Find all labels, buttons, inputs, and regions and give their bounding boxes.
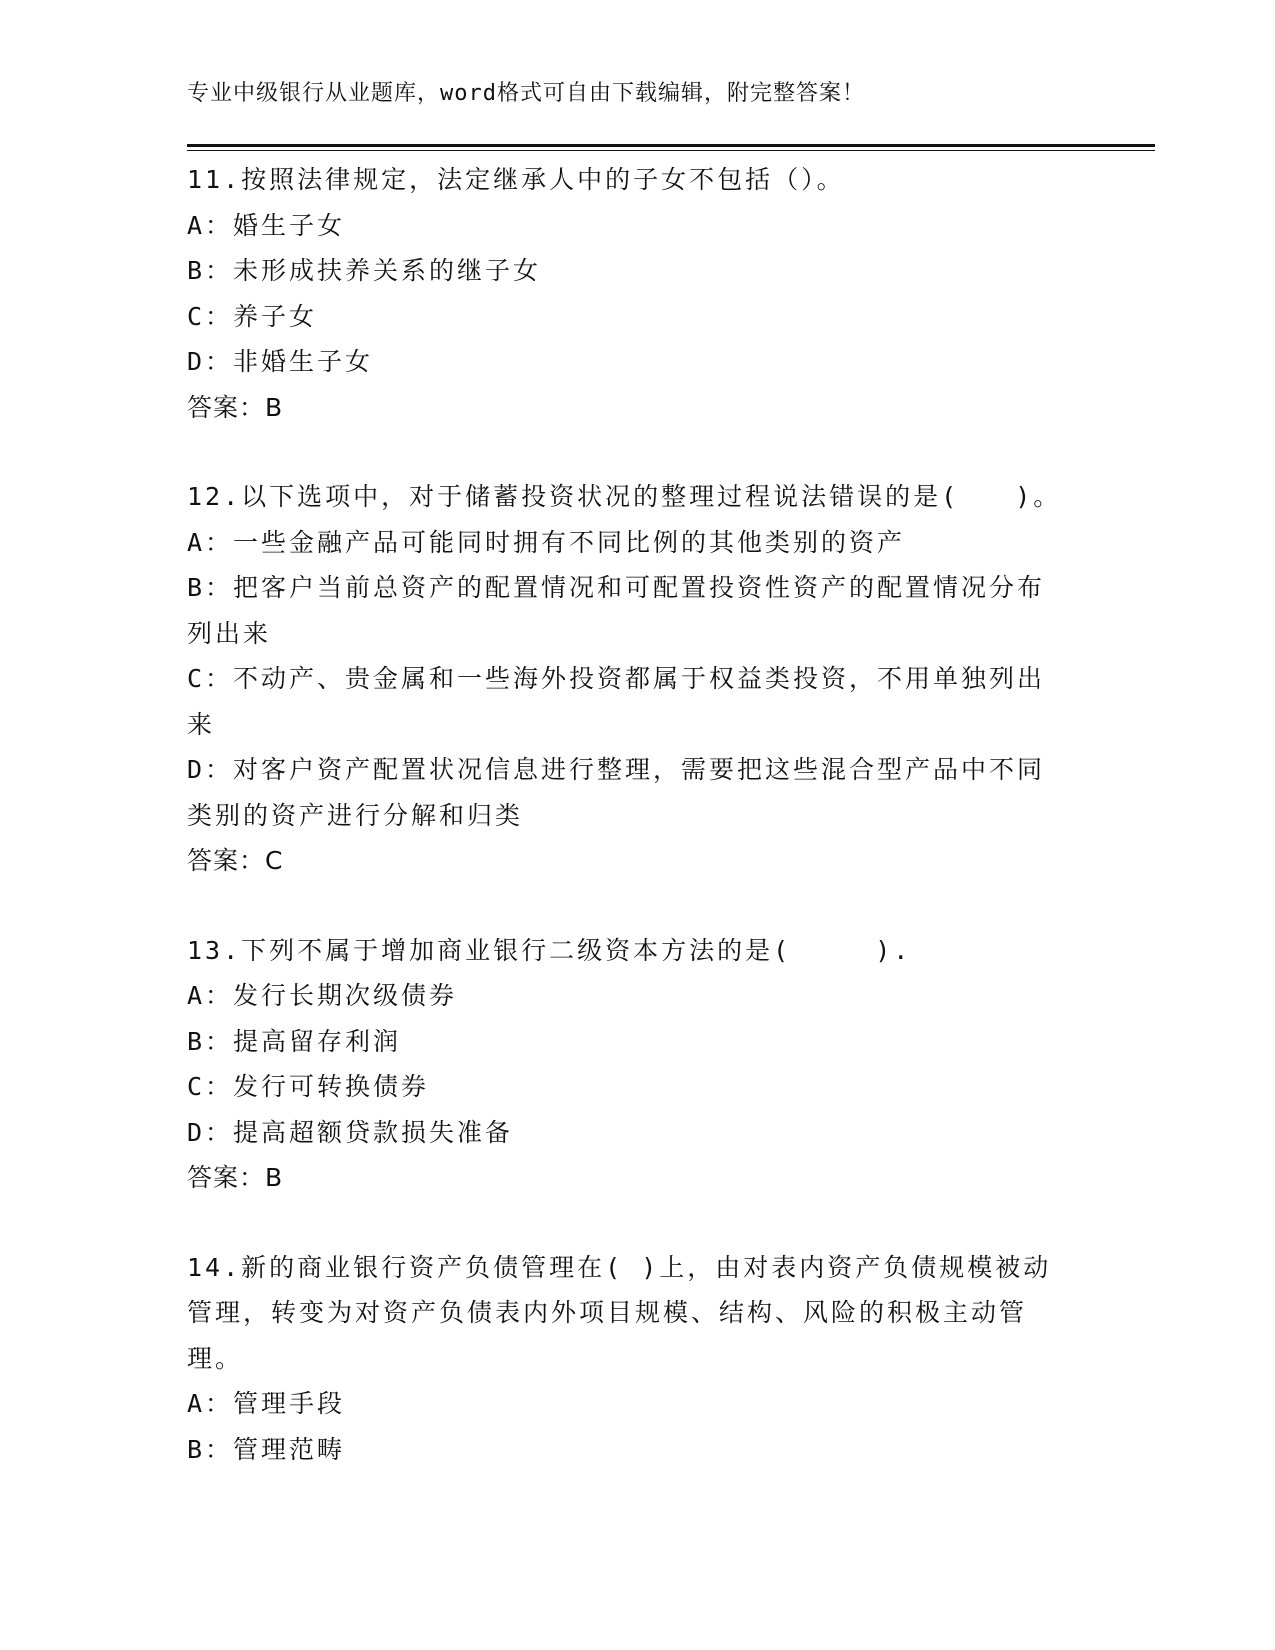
option-a: A：发行长期次级债券 [187, 981, 458, 1010]
answer: 答案：B [187, 1163, 284, 1192]
question-12 [187, 474, 1067, 884]
question-13 [187, 928, 1067, 1201]
answer: 答案：B [187, 392, 284, 422]
option-b: B：提高留存利润 [187, 1026, 402, 1056]
option-b: B：未形成扶养关系的继子女 [187, 256, 542, 285]
option-d: D：非婚生子女 [187, 347, 374, 376]
question-11 [187, 157, 1067, 430]
question-stem: 13.下列不属于增加商业银行二级资本方法的是( ). [187, 935, 912, 965]
option-a: A：一些金融产品可能同时拥有不同比例的其他类别的资产 [187, 527, 906, 557]
answer: 答案：C [187, 846, 284, 875]
option-b: B：把客户当前总资产的配置情况和可配置投资性资产的配置情况分布列出来 [187, 573, 1046, 648]
option-c: C：发行可转换债券 [187, 1072, 430, 1101]
option-d: D：对客户资产配置状况信息进行整理，需要把这些混合型产品中不同类别的资产进行分解和归类 [187, 755, 1046, 830]
question-list [187, 157, 1067, 1516]
option-a: A：婚生子女 [187, 210, 346, 240]
option-c: C：养子女 [187, 301, 318, 331]
header-rule-thin [187, 150, 1155, 151]
option-a: A：管理手段 [187, 1389, 346, 1418]
question-stem: 11.按照法律规定，法定继承人中的子女不包括（）。 [187, 165, 845, 194]
question-stem: 12.以下选项中，对于储蓄投资状况的整理过程说法错误的是( )。 [187, 482, 1062, 511]
option-b: B：管理范畴 [187, 1434, 346, 1464]
question-14 [187, 1245, 1067, 1473]
option-c: C：不动产、贵金属和一些海外投资都属于权益类投资，不用单独列出来 [187, 664, 1046, 739]
header-rule-thick [187, 144, 1155, 147]
question-stem: 14.新的商业银行资产负债管理在( )上，由对表内资产负债规模被动管理，转变为对资产负债表内外项目规模、结构、风险的积极主动管理。 [187, 1252, 1052, 1373]
option-d: D：提高超额贷款损失准备 [187, 1117, 514, 1147]
page-header: 专业中级银行从业题库，word格式可自由下载编辑，附完整答案！ [187, 81, 865, 106]
